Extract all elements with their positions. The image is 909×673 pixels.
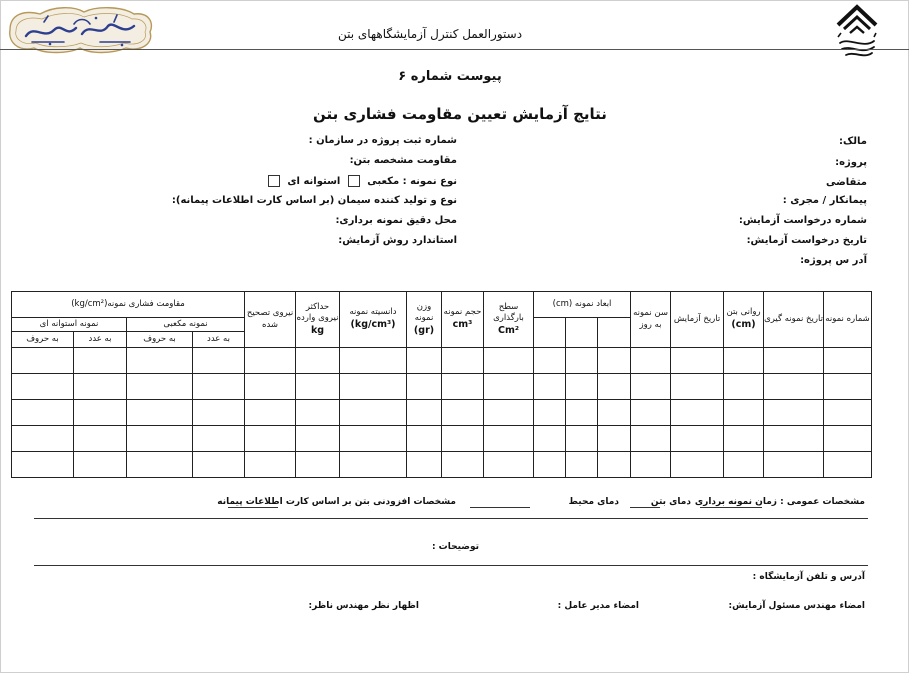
table-cell[interactable] xyxy=(534,400,566,426)
table-cell[interactable] xyxy=(534,426,566,452)
table-row xyxy=(12,426,872,452)
table-cell[interactable] xyxy=(824,452,872,478)
form-title: نتایج آزمایش تعیین مقاومت فشاری بتن xyxy=(313,105,607,123)
table-cell[interactable] xyxy=(598,426,631,452)
table-cell[interactable] xyxy=(193,400,245,426)
field-project-address: آدر س پروژه: xyxy=(800,255,867,266)
table-cell[interactable] xyxy=(74,348,127,374)
table-cell[interactable] xyxy=(442,374,484,400)
table-cell[interactable] xyxy=(340,426,407,452)
concrete-temp-line xyxy=(630,507,660,508)
th-dimensions: ابعاد نمونه (cm) xyxy=(534,292,631,318)
table-cell[interactable] xyxy=(74,374,127,400)
header-divider xyxy=(0,49,909,50)
table-cell[interactable] xyxy=(724,348,764,374)
table-cell[interactable] xyxy=(340,348,407,374)
table-cell[interactable] xyxy=(631,426,671,452)
th-max-force: حداکثر نیروی وارده kg xyxy=(296,292,340,348)
supervisor-comment-label: اظهار نظر مهندس ناظر: xyxy=(308,601,419,611)
field-request-date: تاریخ درخواست آزمایش: xyxy=(746,235,867,246)
th-cube-numbers: به عدد xyxy=(193,332,245,348)
th-area: سطح بارگذاری Cm² xyxy=(484,292,534,348)
results-table xyxy=(11,291,872,478)
table-cell[interactable] xyxy=(534,452,566,478)
table-cell[interactable] xyxy=(442,348,484,374)
table-cell[interactable] xyxy=(193,374,245,400)
table-cell[interactable] xyxy=(631,374,671,400)
cube-checkbox[interactable] xyxy=(348,175,360,187)
table-cell[interactable] xyxy=(484,426,534,452)
admixture-line xyxy=(228,507,278,508)
th-cylinder-numbers: به عدد xyxy=(74,332,127,348)
table-cell[interactable] xyxy=(12,426,74,452)
table-row xyxy=(12,400,872,426)
th-sampling-date: تاریخ نمونه گیری xyxy=(764,292,824,348)
table-cell[interactable] xyxy=(12,452,74,478)
th-age: سن نمونه به روز xyxy=(631,292,671,348)
table-cell[interactable] xyxy=(566,400,598,426)
table-cell[interactable] xyxy=(296,452,340,478)
table-cell[interactable] xyxy=(127,374,193,400)
table-cell[interactable] xyxy=(74,400,127,426)
table-cell[interactable] xyxy=(245,374,296,400)
ambient-temp-label: دمای محیط xyxy=(568,497,619,507)
table-row xyxy=(12,452,872,478)
table-cell[interactable] xyxy=(671,348,724,374)
table-cell[interactable] xyxy=(566,348,598,374)
table-cell[interactable] xyxy=(127,348,193,374)
table-cell[interactable] xyxy=(340,374,407,400)
table-cell[interactable] xyxy=(407,348,442,374)
table-cell[interactable] xyxy=(127,426,193,452)
field-owner: مالک: xyxy=(839,136,867,147)
table-cell[interactable] xyxy=(12,400,74,426)
table-cell[interactable] xyxy=(671,374,724,400)
table-cell[interactable] xyxy=(534,374,566,400)
table-cell[interactable] xyxy=(534,348,566,374)
table-cell[interactable] xyxy=(724,452,764,478)
th-slump: روانی بتن (cm) xyxy=(724,292,764,348)
th-dim-3 xyxy=(534,318,566,348)
table-cell[interactable] xyxy=(245,426,296,452)
table-cell[interactable] xyxy=(484,400,534,426)
table-cell[interactable] xyxy=(127,452,193,478)
table-cell[interactable] xyxy=(764,374,824,400)
table-cell[interactable] xyxy=(296,374,340,400)
table-cell[interactable] xyxy=(193,426,245,452)
th-cube: نمونه مکعبی xyxy=(127,318,245,332)
table-cell[interactable] xyxy=(671,452,724,478)
table-cell[interactable] xyxy=(296,348,340,374)
ambient-temp-line xyxy=(470,507,530,508)
th-corrected-force: نیروی تصحیح شده xyxy=(245,292,296,348)
table-cell[interactable] xyxy=(764,400,824,426)
field-contractor: پیمانکار / مجری : xyxy=(782,195,867,206)
table-cell[interactable] xyxy=(74,452,127,478)
table-cell[interactable] xyxy=(442,452,484,478)
signature-engineer-label: امضاء مهندس مسئول آزمایش: xyxy=(728,601,865,611)
general-specs-label: مشخصات عمومی : زمان نمونه برداری xyxy=(694,497,865,507)
notes-divider xyxy=(34,565,868,566)
calligraphy-emblem-icon xyxy=(4,4,156,60)
field-cement-type: نوع و تولید کننده سیمان (بر اساس کارت اطلاعات پیمانه): xyxy=(171,195,457,206)
field-specified-strength: مقاومت مشخصه بتن: xyxy=(349,155,457,166)
th-weight: وزن نمونه (gr) xyxy=(407,292,442,348)
field-registration-number: شماره ثبت پروژه در سازمان : xyxy=(308,135,457,146)
th-cylinder: نمونه استوانه ای xyxy=(12,318,127,332)
field-project: پروژه: xyxy=(835,157,867,168)
table-cell[interactable] xyxy=(671,400,724,426)
table-cell[interactable] xyxy=(764,452,824,478)
table-cell[interactable] xyxy=(631,452,671,478)
table-cell[interactable] xyxy=(824,374,872,400)
table-cell[interactable] xyxy=(245,452,296,478)
section-divider xyxy=(34,518,868,519)
table-cell[interactable] xyxy=(631,348,671,374)
admixture-label: مشخصات افزودنی بتن بر اساس کارت اطلاعات پیمانه xyxy=(217,497,456,507)
table-body xyxy=(12,348,872,478)
table-cell[interactable] xyxy=(442,400,484,426)
table-cell[interactable] xyxy=(724,426,764,452)
table-cell[interactable] xyxy=(407,400,442,426)
th-density: دانسیته نمونه (kg/cm³) xyxy=(340,292,407,348)
table-cell[interactable] xyxy=(566,374,598,400)
field-test-standard: استاندارد روش آزمایش: xyxy=(338,235,457,246)
table-cell[interactable] xyxy=(824,348,872,374)
field-sample-type xyxy=(264,175,457,187)
lab-address-label: آدرس و تلفن آزمایشگاه : xyxy=(752,572,865,582)
table-cell[interactable] xyxy=(824,426,872,452)
th-cylinder-letters: به حروف xyxy=(12,332,74,348)
th-test-date: تاریخ آزمایش xyxy=(671,292,724,348)
table-cell[interactable] xyxy=(598,374,631,400)
table-cell[interactable] xyxy=(566,426,598,452)
table-cell[interactable] xyxy=(724,374,764,400)
header-title: دستورالعمل کنترل آزمایشگاههای بتن xyxy=(337,27,523,41)
table-cell[interactable] xyxy=(340,452,407,478)
table-cell[interactable] xyxy=(566,452,598,478)
cylinder-label: استوانه ای xyxy=(287,176,341,187)
sample-type-label: نوع نمونه : مکعبی xyxy=(367,176,457,187)
th-cube-letters: به حروف xyxy=(127,332,193,348)
table-row xyxy=(12,348,872,374)
table-row xyxy=(12,374,872,400)
table-cell[interactable] xyxy=(296,426,340,452)
table-cell[interactable] xyxy=(245,400,296,426)
table-cell[interactable] xyxy=(598,452,631,478)
table-cell[interactable] xyxy=(484,374,534,400)
table-cell[interactable] xyxy=(407,374,442,400)
table-cell[interactable] xyxy=(824,400,872,426)
appendix-label: پیوست شماره ۶ xyxy=(398,69,502,84)
table-cell[interactable] xyxy=(127,400,193,426)
th-compressive-strength: مقاومت فشاری نمونه(kg/cm²) xyxy=(12,292,245,318)
table-cell[interactable] xyxy=(407,452,442,478)
table-cell[interactable] xyxy=(340,400,407,426)
field-request-number: شماره درخواست آزمایش: xyxy=(738,215,867,226)
table-cell[interactable] xyxy=(764,348,824,374)
table-cell[interactable] xyxy=(193,348,245,374)
organization-logo-icon xyxy=(834,3,880,65)
table-cell[interactable] xyxy=(598,400,631,426)
cylinder-checkbox[interactable] xyxy=(268,175,280,187)
sampling-time-line xyxy=(700,507,762,508)
table-cell[interactable] xyxy=(12,374,74,400)
th-volume: حجم نمونه cm³ xyxy=(442,292,484,348)
field-applicant: متقاضی xyxy=(825,177,867,188)
th-dim-1 xyxy=(598,318,631,348)
table-cell[interactable] xyxy=(764,426,824,452)
signature-manager-label: امضاء مدیر عامل : xyxy=(557,601,639,611)
table-cell[interactable] xyxy=(442,426,484,452)
table-cell[interactable] xyxy=(671,426,724,452)
table-cell[interactable] xyxy=(484,348,534,374)
table-cell[interactable] xyxy=(598,348,631,374)
table-cell[interactable] xyxy=(724,400,764,426)
th-dim-2 xyxy=(566,318,598,348)
notes-label: توضیحات : xyxy=(431,542,479,552)
table-cell[interactable] xyxy=(245,348,296,374)
th-sample-no: شماره نمونه xyxy=(824,292,872,348)
table-cell[interactable] xyxy=(12,348,74,374)
concrete-temp-label: دمای بتن xyxy=(650,497,691,507)
table-cell[interactable] xyxy=(193,452,245,478)
header-row-1 xyxy=(12,292,872,318)
table-cell[interactable] xyxy=(407,426,442,452)
field-sampling-location: محل دقیق نمونه برداری: xyxy=(335,215,457,226)
table-cell[interactable] xyxy=(296,400,340,426)
table-cell[interactable] xyxy=(484,452,534,478)
table-cell[interactable] xyxy=(74,426,127,452)
table-cell[interactable] xyxy=(631,400,671,426)
